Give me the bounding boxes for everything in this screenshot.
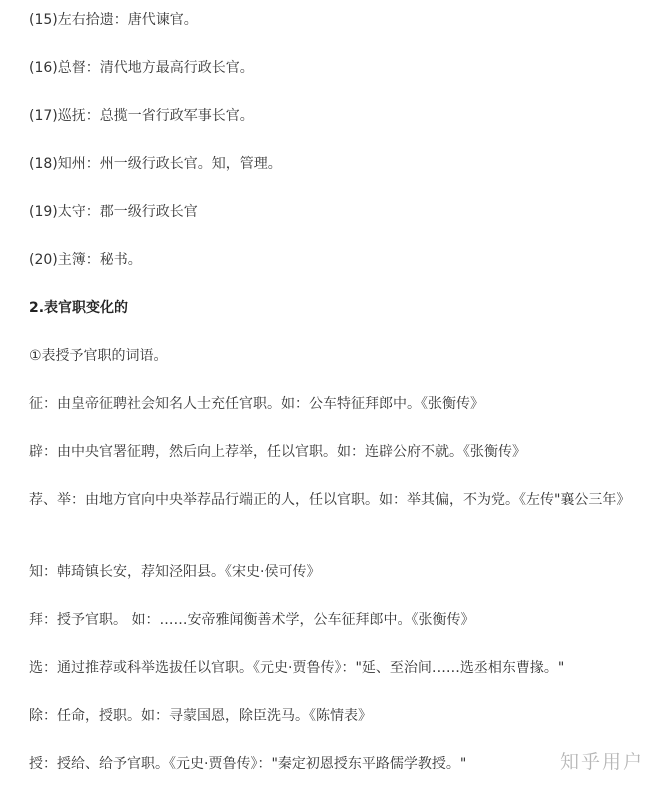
subheading: ①表授予官职的词语。 — [29, 348, 168, 364]
term-paragraph: 征：由皇帝征聘社会知名人士充任官职。如：公车特征拜郎中。《张衡传》 — [29, 396, 484, 412]
term-paragraph: 辟：由中央官署征聘，然后向上荐举，任以官职。如：连辟公府不就。《张衡传》 — [29, 444, 526, 460]
list-item: (19)太守：郡一级行政长官 — [29, 204, 198, 220]
list-item: (15)左右拾遗：唐代谏官。 — [29, 12, 198, 28]
watermark-text: 知乎用户 — [559, 751, 644, 773]
section-heading: 2.表官职变化的 — [29, 300, 129, 316]
list-item: (17)巡抚：总揽一省行政军事长官。 — [29, 108, 254, 124]
term-paragraph: 拜：授予官职。 如：……安帝雅闻衡善术学，公车征拜郎中。《张衡传》 — [29, 612, 475, 628]
term-paragraph: 荐、举：由地方官向中央举荐品行端正的人，任以官职。如：举其偏，不为党。《左传"襄公三年》 — [29, 492, 631, 508]
term-paragraph: 除：任命，授职。如：寻蒙国恩，除臣洗马。《陈情表》 — [29, 708, 372, 724]
list-item: (18)知州：州一级行政长官。知，管理。 — [29, 156, 282, 172]
term-paragraph: 授：授给、给予官职。《元史·贾鲁传》："秦定初恩授东平路儒学教授。" — [29, 756, 467, 772]
term-paragraph: 选：通过推荐或科举选拔任以官职。《元史·贾鲁传》："延、至治间……选丞相东曹掾。" — [29, 660, 565, 676]
list-item: (16)总督：清代地方最高行政长官。 — [29, 60, 254, 76]
list-item: (20)主簿：秘书。 — [29, 252, 142, 268]
term-paragraph: 知：韩琦镇长安，荐知泾阳县。《宋史·侯可传》 — [29, 564, 321, 580]
